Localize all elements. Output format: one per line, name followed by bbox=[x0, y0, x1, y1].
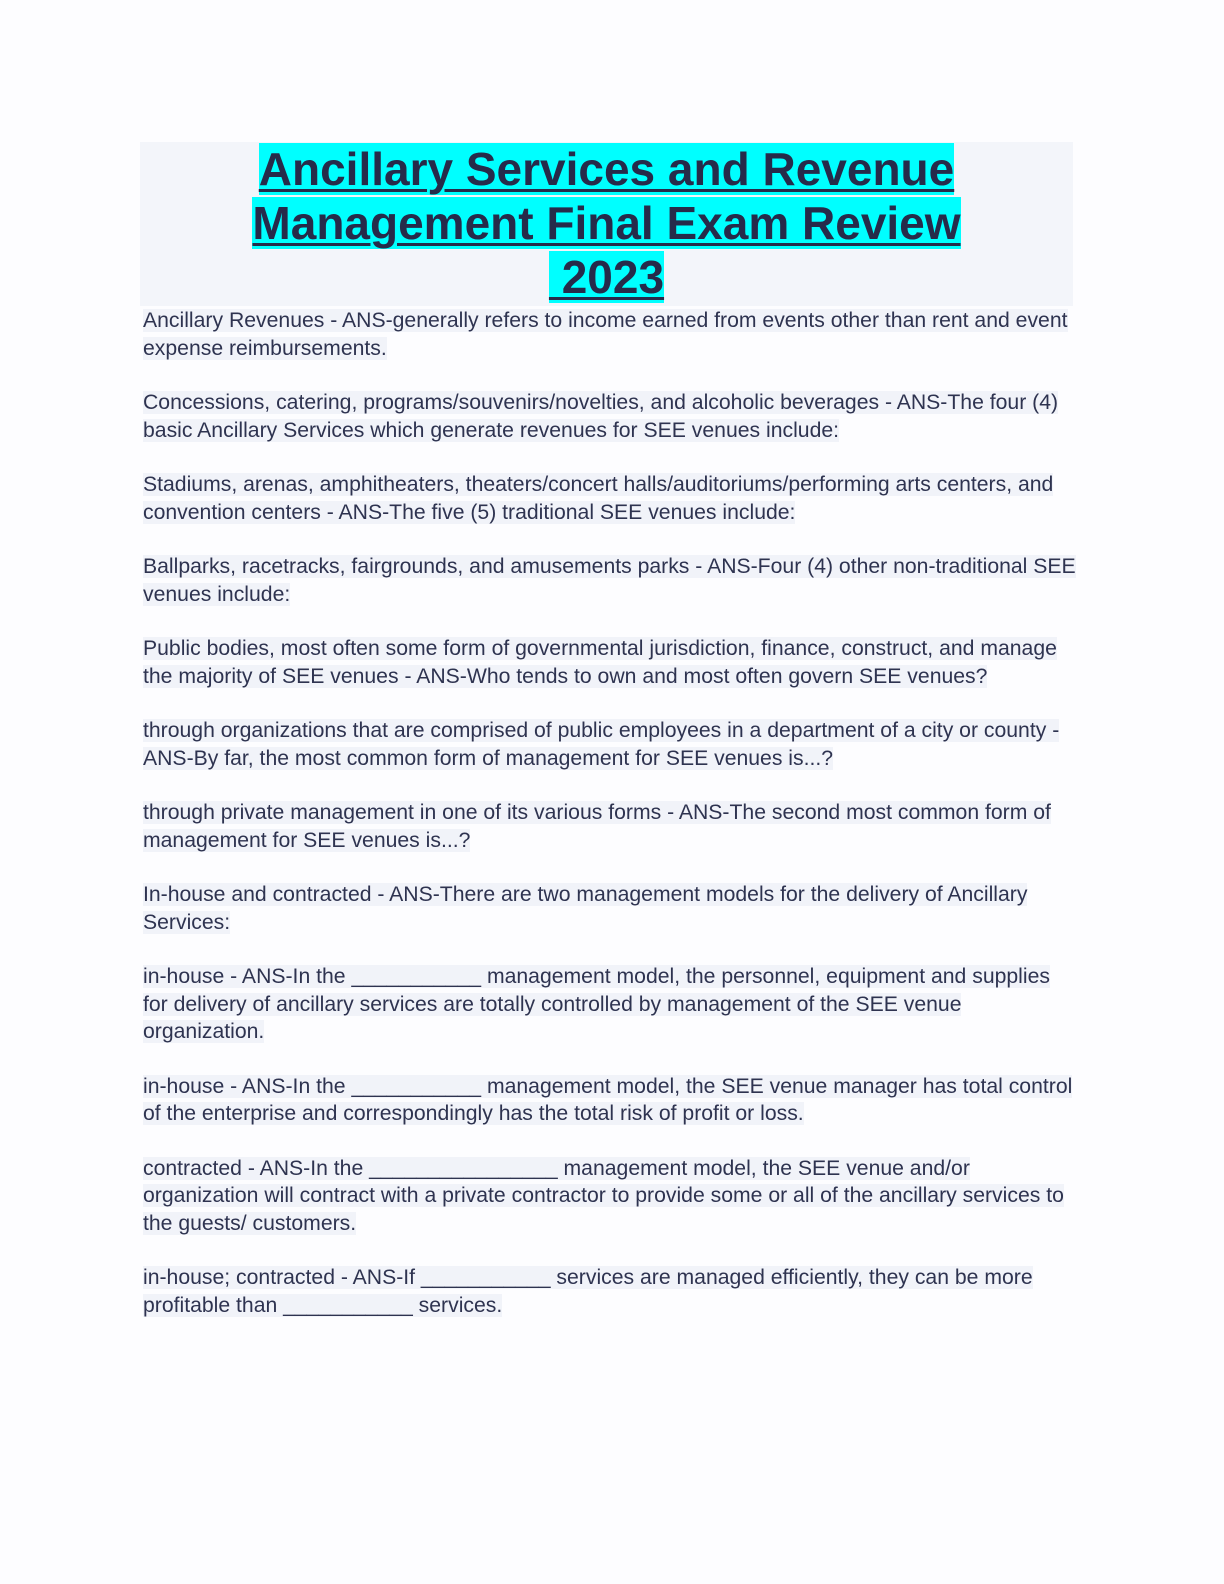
qa-item bbox=[143, 1073, 1078, 1128]
qa-item-text: Ancillary Revenues - ANS-generally refers to income earned from events other than rent and event expense reimbursements. bbox=[143, 309, 1068, 360]
qa-item bbox=[143, 717, 1078, 772]
qa-item bbox=[143, 553, 1078, 608]
qa-item-text: In-house and contracted - ANS-There are two management models for the delivery of Ancillary Services: bbox=[143, 883, 1028, 934]
qa-item bbox=[143, 1264, 1078, 1319]
qa-item-text: in-house - ANS-In the ___________ management model, the SEE venue manager has total control of the enterprise and correspondingly has the total risk of profit or loss. bbox=[143, 1074, 1073, 1125]
title-block bbox=[140, 142, 1073, 306]
qa-item-text: contracted - ANS-In the ________________ management model, the SEE venue and/or organization will contract with a private contractor to provide some or all of the ancillary services to the guests/ customers. bbox=[143, 1156, 1064, 1235]
qa-item bbox=[143, 963, 1078, 1046]
qa-item-text: Ballparks, racetracks, fairgrounds, and amusements parks - ANS-Four (4) other non-traditional SEE venues include: bbox=[143, 555, 1076, 606]
qa-item bbox=[143, 307, 1078, 362]
document-title bbox=[140, 142, 1073, 304]
qa-item bbox=[143, 471, 1078, 526]
qa-item bbox=[143, 1155, 1078, 1238]
qa-item bbox=[143, 881, 1078, 936]
qa-item-text: Concessions, catering, programs/souvenirs/novelties, and alcoholic beverages - ANS-The four (4) basic Ancillary Services which generate revenues for SEE venues include: bbox=[143, 391, 1059, 442]
qa-item-text: in-house; contracted - ANS-If ___________ services are managed efficiently, they can be more profitable than ___________ services. bbox=[143, 1266, 1033, 1317]
qa-item-text: Public bodies, most often some form of governmental jurisdiction, finance, construct, and manage the majority of SEE venues - ANS-Who tends to own and most often govern SEE venues? bbox=[143, 637, 1057, 688]
qa-item-text: in-house - ANS-In the ___________ management model, the personnel, equipment and supplies for delivery of ancillary services are totally controlled by management of the SEE venue organization. bbox=[143, 965, 1050, 1043]
qa-item bbox=[143, 799, 1078, 854]
qa-list bbox=[143, 307, 1078, 1346]
qa-item-text: through organizations that are comprised of public employees in a department of a city or county - ANS-By far, the most common form of management for SEE venues is...? bbox=[143, 719, 1060, 770]
qa-item bbox=[143, 389, 1078, 444]
qa-item-text: through private management in one of its various forms - ANS-The second most common form of management for SEE venues is...? bbox=[143, 801, 1051, 852]
title-line-3: 2023 bbox=[548, 251, 665, 303]
qa-item bbox=[143, 635, 1078, 690]
title-line-1: Ancillary Services and Revenue bbox=[258, 143, 955, 195]
title-line-2: Management Final Exam Review bbox=[252, 197, 961, 249]
qa-item-text: Stadiums, arenas, amphitheaters, theaters/concert halls/auditoriums/performing arts centers, and convention centers - ANS-The five (5) traditional SEE venues include: bbox=[143, 473, 1054, 524]
